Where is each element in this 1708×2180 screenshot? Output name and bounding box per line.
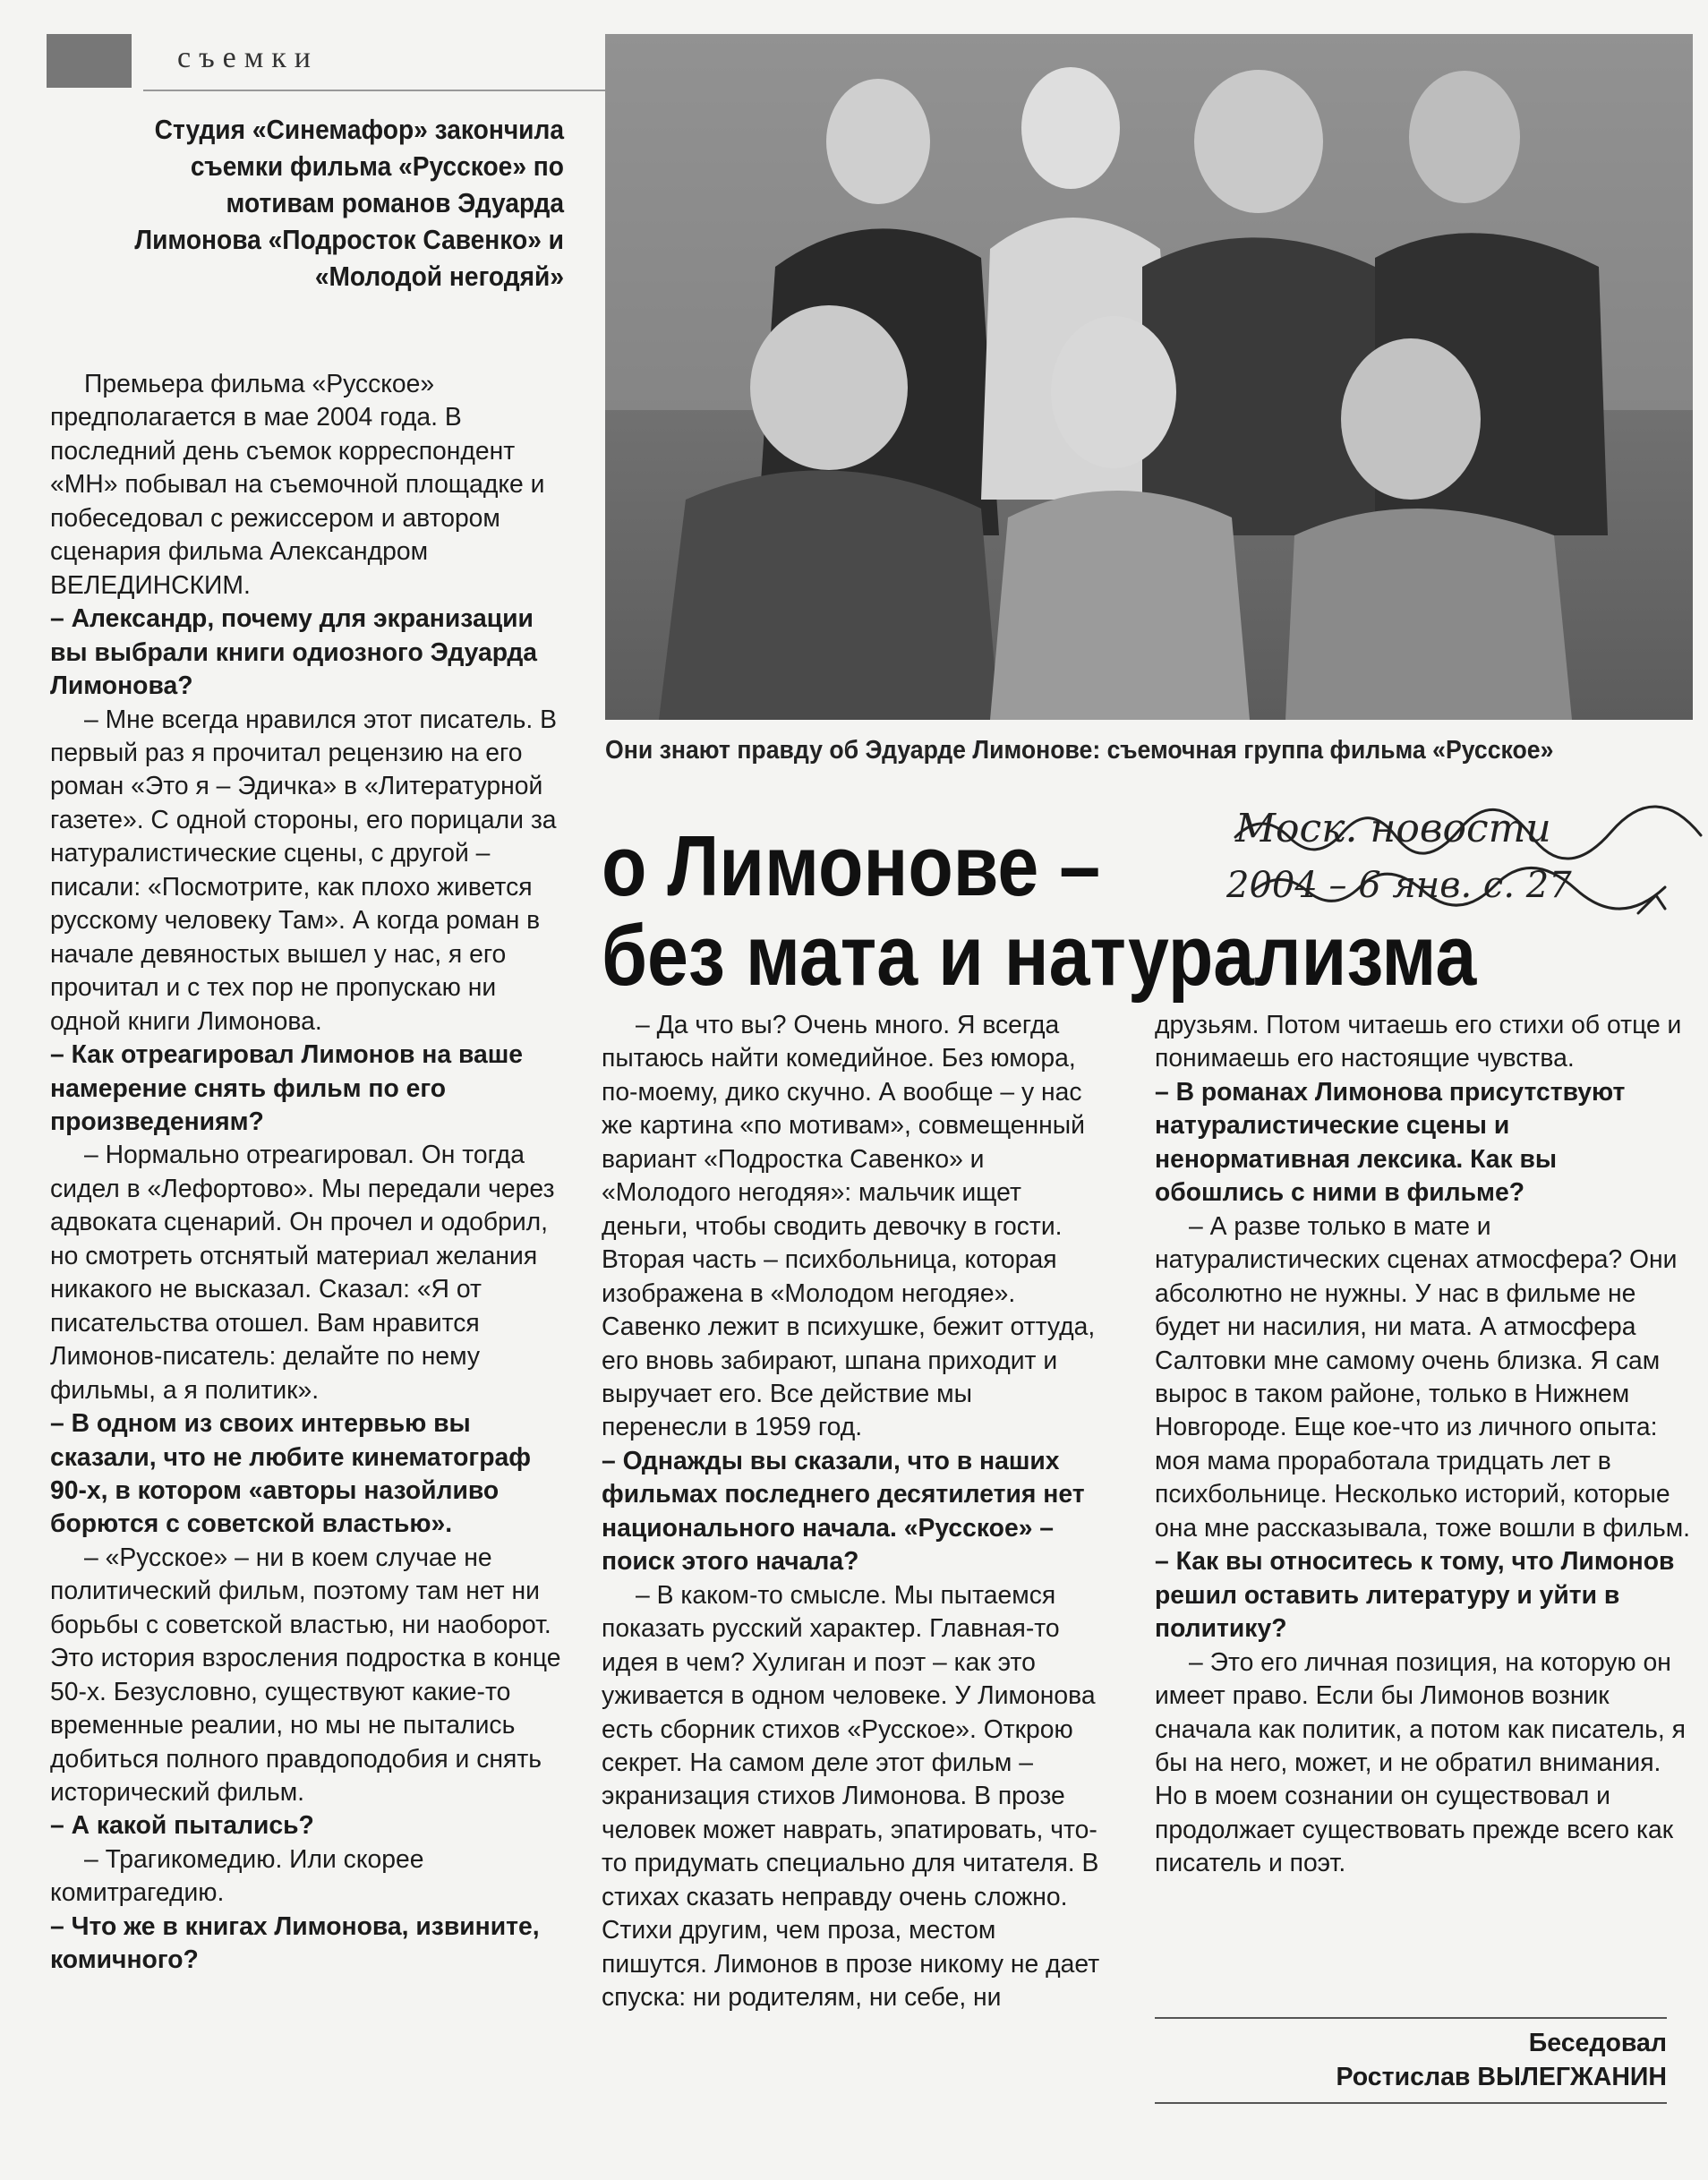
answer-paragraph: – Это его личная позиция, на которую он имеет право. Если бы Лимонов возник сначала как политик, а потом как писатель, я бы на него, может, и не обратил внимания. Но в моем сознании он существовал и продолжает существовать прежде всего как писатель и поэт. [1155,1646,1686,1877]
photo-caption: Они знают правду об Эдуарде Лимонове: съемочная группа фильма «Русское» [605,736,1554,765]
question-paragraph: – Александр, почему для экранизации вы выбрали книги одиозного Эдуарда Лимонова? [50,603,538,700]
group-photo-illustration [605,34,1693,720]
article-column-1 [50,367,562,1977]
byline-divider [1155,2017,1667,2019]
bottom-rule [1155,2102,1667,2104]
handwritten-annotation [1217,788,1708,922]
headline-line-2: без мата и натурализма [602,907,1477,1004]
byline-name: Ростислав ВЫЛЕГЖАНИН [1336,2063,1667,2092]
continuation-paragraph: друзьям. Потом читаешь его стихи об отце и понимаешь его настоящие чувства. [1155,1010,1682,1073]
headline-line-1: о Лимонове – [602,818,1101,914]
answer-paragraph: – Да что вы? Очень много. Я всегда пытаюсь найти комедийное. Без юмора, по-моему, дико скучно. А вообще – у нас же картина «по мотивам», совмещенный вариант «Подростка Савенко» и «Молодого негодяя»: мальчик ищет деньги, чтобы сводить девочку в гости. Вторая часть – психбольница, которая изображена в «Молодом негодяе». Савенко лежит в психушке, бежит оттуда, его вновь забирают, шпана приходит и выручает его. Все действие мы перенесли в 1959 год. [602,1010,1096,1441]
question-paragraph: – Как отреагировал Лимонов на ваше намерение снять фильм по его произведениям? [50,1039,524,1135]
article-column-3 [1155,1008,1692,1880]
answer-paragraph: – «Русское» – ни в коем случае не политический фильм, поэтому там нет ни борьбы с советской властью, ни наоборот. Это история взросления подростка в конце 50-х. Безусловно, существуют какие-то временные реалии, но мы не пытались добиться полного правдоподобия и снять исторический фильм. [50,1542,561,1807]
answer-paragraph: – В каком-то смысле. Мы пытаемся показать русский характер. Главная-то идея в чем? Хулиган и поэт – как это уживается в одном человеке. У Лимонова есть сборник стихов «Русское». Открою секрет. На самом деле этот фильм – экранизация стихов Лимонова. В прозе человек может наврать, эпатировать, что-то придумать специально для читателя. В стихах сказать неправду очень сложно. Стихи другим, чем проза, местом пишутся. Лимонов в прозе никому не дает спуска: ни родителям, ни себе, ни [602,1579,1100,2012]
rubric-label: съемки [177,41,319,74]
question-paragraph: – В одном из своих интервью вы сказали, что не любите кинематограф 90-х, в котором «авторы назойливо борются с советской властью». [50,1408,532,1538]
rubric-marker [47,34,132,88]
group-photo [605,34,1693,720]
question-paragraph: – Как вы относитесь к тому, что Лимонов решил оставить литературу и уйти в политику? [1155,1546,1675,1643]
answer-paragraph: – Мне всегда нравился этот писатель. В первый раз я прочитал рецензию на его роман «Это я – Эдичка» в «Литературной газете». С одной стороны, его порицали за натуралистические сцены, с другой – писали: «Посмотрите, как плохо живется русскому человеку Там». А когда роман в начале девяностых вышел у нас, я его прочитал и с тех пор не пропускаю ни одной книги Лимонова. [50,704,558,1035]
rubric-divider [143,90,609,91]
article-column-2 [602,1008,1103,2014]
handwritten-line-1: Моск. новости [1235,806,1551,851]
question-paragraph: – В романах Лимонова присутствуют натуралистические сцены и ненормативная лексика. Как вы обошлись с ними в фильме? [1155,1076,1626,1207]
handwritten-line-2: 2004 – 6 янв. с. 27 [1226,865,1572,906]
byline [1155,2026,1667,2095]
lead-subheading: Студия «Синемафор» закончила съемки фильма «Русское» по мотивам романов Эдуарда Лимонова «Подросток Савенко» и «Молодой негодяй» [134,115,565,292]
byline-label: Беседовал [1528,2029,1667,2057]
question-paragraph: – А какой пытались? [50,1810,314,1840]
question-paragraph: – Однажды вы сказали, что в наших фильмах последнего десятилетия нет национального начала. «Русское» – поиск этого начала? [602,1445,1085,1576]
answer-paragraph: – Нормально отреагировал. Он тогда сидел в «Лефортово». Мы передали через адвоката сценарий. Он прочел и одобрил, но смотреть отснятый материал желания никакого не высказал. Сказал: «Я от писательства отошел. Вам нравится Лимонов-писатель: делайте по нему фильмы, а я политик». [50,1140,555,1404]
answer-paragraph: – Трагикомедию. Или скорее комитрагедию. [50,1843,424,1907]
question-paragraph: – Что же в книгах Лимонова, извините, комичного? [50,1911,540,1974]
intro-paragraph: Премьера фильма «Русское» предполагается в мае 2004 года. В последний день съемок корреспондент «МН» побывал на съемочной площадке и побеседовал с режиссером и автором сценария фильма Александром ВЕЛЕДИНСКИМ. [50,369,545,599]
answer-paragraph: – А разве только в мате и натуралистических сценах атмосфера? Они абсолютно не нужны. У нас в фильме не будет ни насилия, ни мата. А атмосфера Салтовки мне самому очень близка. Я сам вырос в таком районе, только в Нижнем Новгороде. Еще кое-что из личного опыта: моя мама проработала тридцать лет в психбольнице. Несколько историй, которые она мне рассказывала, тоже вошли в фильм. [1155,1210,1691,1542]
